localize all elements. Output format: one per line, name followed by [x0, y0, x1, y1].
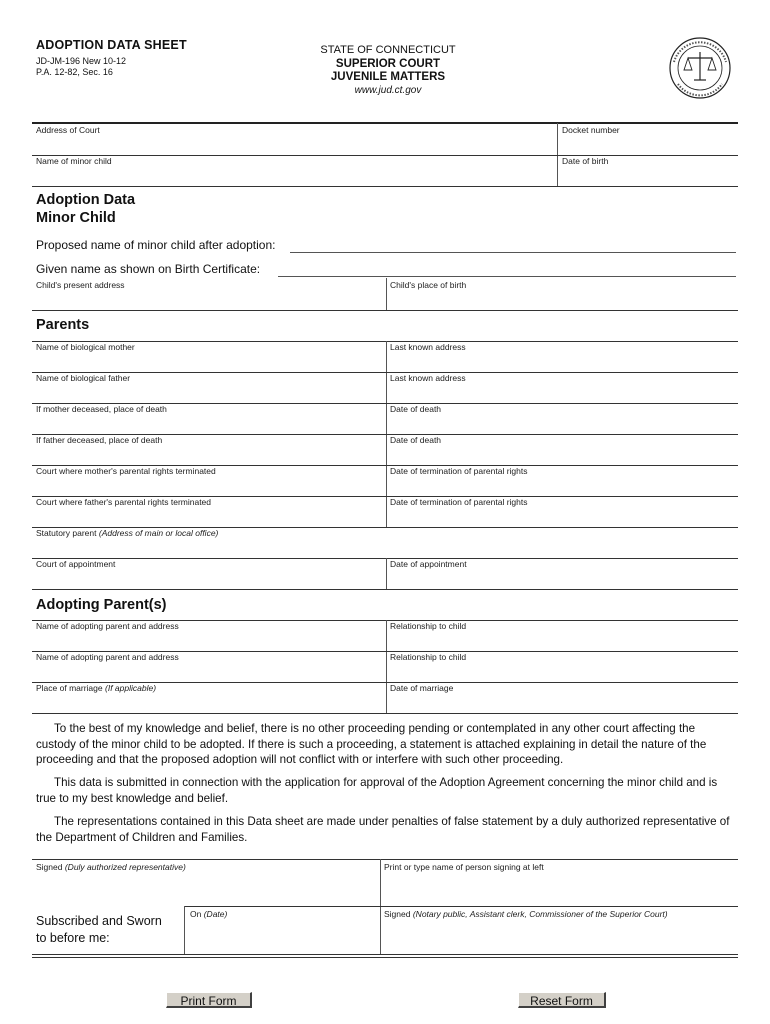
mother-death-place-field[interactable]	[36, 415, 382, 433]
given-name-label: Given name as shown on Birth Certificate:	[36, 262, 261, 276]
notary-signed-label: Signed (Notary public, Assistant clerk, Commissioner of the Superior Court)	[384, 909, 668, 919]
father-death-date-field[interactable]	[390, 446, 736, 464]
on-date-label: On (Date)	[190, 909, 228, 919]
divider	[32, 186, 738, 187]
reset-form-button[interactable]: Reset Form	[518, 992, 606, 1008]
father-rights-court-label: Court where father's parental rights terminated	[36, 497, 212, 507]
father-address-label: Last known address	[390, 373, 466, 383]
form-number: JD-JM-196 New 10-12	[36, 56, 127, 66]
present-address-label: Child's present address	[36, 280, 125, 290]
court-of-appointment-field[interactable]	[36, 570, 382, 588]
relationship-2-label: Relationship to child	[390, 652, 467, 662]
bio-mother-label: Name of biological mother	[36, 342, 135, 352]
address-of-court-field[interactable]	[36, 136, 554, 154]
mother-rights-court-label: Court where mother's parental rights terminated	[36, 466, 216, 476]
divider	[32, 155, 738, 156]
court-name: SUPERIOR COURT	[335, 58, 441, 70]
divider	[386, 558, 387, 589]
mother-death-date-label: Date of death	[390, 404, 442, 414]
place-of-birth-field[interactable]	[390, 291, 736, 309]
form-title: ADOPTION DATA SHEET	[36, 38, 187, 52]
signed-label: Signed (Duly authorized representative)	[36, 862, 186, 872]
statement-paragraph: This data is submitted in connection with the application for approval of the Adoption Agreement concerning the minor child and is true to my best knowledge and belief.	[36, 776, 718, 805]
place-of-birth-label: Child's place of birth	[390, 280, 467, 290]
print-name-field[interactable]	[384, 874, 736, 904]
statement-paragraph: The representations contained in this Data sheet are made under penalties of false statement by a duly authorized representative of the Department of Children and Families.	[36, 815, 730, 844]
minor-child-name-label: Name of minor child	[36, 156, 112, 166]
proposed-name-field[interactable]	[290, 252, 736, 253]
divider	[32, 859, 738, 860]
mother-death-date-field[interactable]	[390, 415, 736, 433]
adoption-data-heading: Adoption Data Minor Child	[36, 192, 136, 226]
notary-signature-field[interactable]	[384, 920, 736, 952]
adopting-parents-heading: Adopting Parent(s)	[36, 597, 167, 613]
statute-reference: P.A. 12-82, Sec. 16	[36, 67, 113, 77]
state-name: STATE OF CONNECTICUT	[320, 44, 456, 56]
divider	[386, 278, 387, 310]
father-death-place-label: If father deceased, place of death	[36, 435, 163, 445]
mother-rights-court-field[interactable]	[36, 477, 382, 495]
statutory-parent-label: Statutory parent (Address of main or local office)	[36, 528, 219, 538]
divider	[32, 558, 738, 559]
divider	[32, 372, 738, 373]
divider	[386, 620, 387, 713]
father-rights-date-field[interactable]	[390, 508, 736, 526]
proposed-name-label: Proposed name of minor child after adoption:	[36, 238, 276, 252]
website: www.jud.ct.gov	[354, 85, 422, 96]
docket-number-label: Docket number	[562, 125, 620, 135]
date-of-appointment-field[interactable]	[390, 570, 736, 588]
parents-heading: Parents	[36, 317, 90, 333]
date-of-marriage-label: Date of marriage	[390, 683, 454, 693]
on-date-field[interactable]	[190, 920, 376, 952]
court-of-appointment-label: Court of appointment	[36, 559, 116, 569]
place-of-marriage-label: Place of marriage (If applicable)	[36, 683, 157, 693]
given-name-field[interactable]	[278, 276, 736, 277]
divider	[32, 122, 738, 124]
mother-rights-date-label: Date of termination of parental rights	[390, 466, 528, 476]
divider	[32, 310, 738, 311]
mother-address-label: Last known address	[390, 342, 466, 352]
date-of-birth-field[interactable]	[562, 167, 736, 185]
father-death-place-field[interactable]	[36, 446, 382, 464]
bio-father-field[interactable]	[36, 384, 382, 402]
docket-number-field[interactable]	[562, 136, 736, 154]
relationship-2-field[interactable]	[390, 663, 736, 681]
bio-father-label: Name of biological father	[36, 373, 131, 383]
divider	[32, 341, 738, 342]
father-rights-date-label: Date of termination of parental rights	[390, 497, 528, 507]
adopting-parent-2-label: Name of adopting parent and address	[36, 652, 179, 662]
divider	[32, 957, 738, 958]
print-name-label: Print or type name of person signing at left	[384, 862, 544, 872]
father-death-date-label: Date of death	[390, 435, 442, 445]
adopting-parent-1-label: Name of adopting parent and address	[36, 621, 179, 631]
statutory-parent-field[interactable]	[36, 539, 736, 557]
subscribed-sworn-label: Subscribed and Sworn to before me:	[36, 914, 162, 945]
adopting-parent-1-field[interactable]	[36, 632, 382, 650]
judicial-seal-icon	[660, 36, 740, 100]
statement-paragraph: To the best of my knowledge and belief, there is no other proceeding pending or contemplated in any other court affecting the custody of the minor child to be adopted. If there is such a proceeding, a statement is attached explaining in detail the nature of the proceeding and that the proposed adoption will not conflict with or interfere with such other proceeding.	[36, 722, 707, 766]
representative-signature-field[interactable]	[36, 874, 376, 904]
date-of-marriage-field[interactable]	[390, 694, 736, 712]
minor-child-name-field[interactable]	[36, 167, 554, 185]
divider	[32, 954, 738, 955]
mother-death-place-label: If mother deceased, place of death	[36, 404, 167, 414]
relationship-1-label: Relationship to child	[390, 621, 467, 631]
father-address-field[interactable]	[390, 384, 736, 402]
adopting-parent-2-field[interactable]	[36, 663, 382, 681]
relationship-1-field[interactable]	[390, 632, 736, 650]
mother-rights-date-field[interactable]	[390, 477, 736, 495]
divider	[184, 906, 185, 954]
divider	[32, 589, 738, 590]
place-of-marriage-field[interactable]	[36, 694, 382, 712]
divider	[32, 713, 738, 714]
mother-address-field[interactable]	[390, 353, 736, 371]
date-of-appointment-label: Date of appointment	[390, 559, 467, 569]
bio-mother-field[interactable]	[36, 353, 382, 371]
divider	[184, 906, 738, 907]
date-of-birth-label: Date of birth	[562, 156, 609, 166]
address-of-court-label: Address of Court	[36, 125, 100, 135]
present-address-field[interactable]	[36, 291, 382, 309]
matters-name: JUVENILE MATTERS	[330, 71, 446, 83]
father-rights-court-field[interactable]	[36, 508, 382, 526]
print-form-button[interactable]: Print Form	[166, 992, 252, 1008]
